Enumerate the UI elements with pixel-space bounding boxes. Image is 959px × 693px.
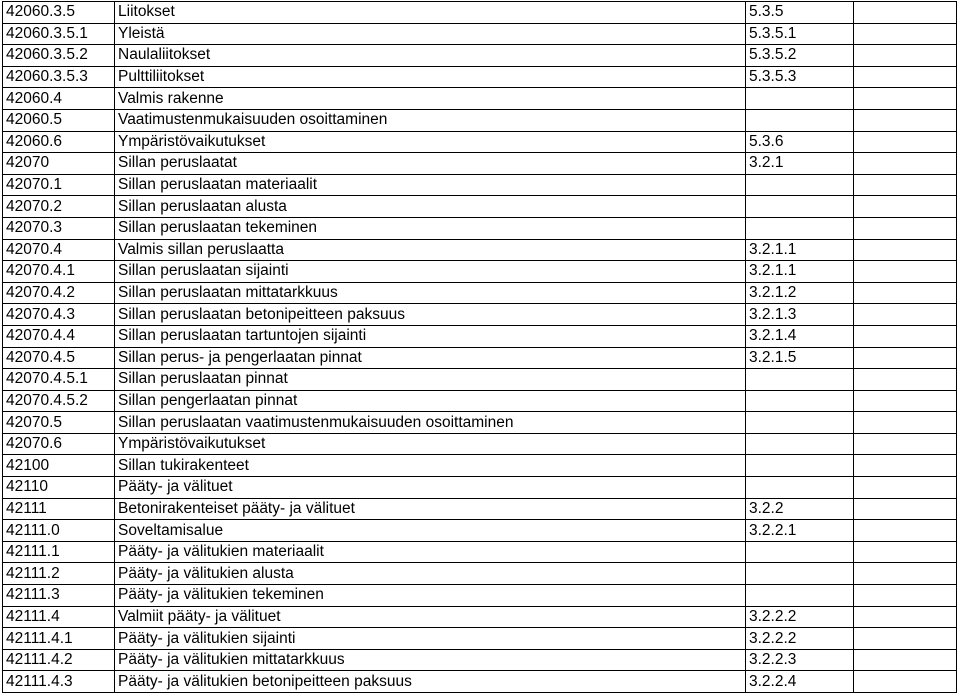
empty-cell xyxy=(854,649,957,671)
table-row xyxy=(3,455,957,477)
code-cell: 42070.5 xyxy=(3,412,115,434)
table-row xyxy=(3,239,957,261)
empty-cell xyxy=(854,282,957,304)
title-cell: Sillan peruslaatan betonipeitteen paksuus xyxy=(115,304,746,326)
reference-cell: 5.3.6 xyxy=(746,131,854,153)
reference-cell: 3.2.1.4 xyxy=(746,325,854,347)
table-row xyxy=(3,282,957,304)
title-cell: Naulaliitokset xyxy=(115,45,746,67)
code-cell: 42070 xyxy=(3,153,115,175)
table-row xyxy=(3,109,957,131)
code-cell: 42070.4.5 xyxy=(3,347,115,369)
empty-cell xyxy=(854,109,957,131)
code-cell: 42111 xyxy=(3,498,115,520)
title-cell: Sillan peruslaatan mittatarkkuus xyxy=(115,282,746,304)
title-cell: Pääty- ja välituet xyxy=(115,477,746,499)
title-cell: Sillan peruslaatan vaatimustenmukaisuuden osoittaminen xyxy=(115,412,746,434)
table-row xyxy=(3,412,957,434)
code-cell: 42110 xyxy=(3,477,115,499)
reference-cell: 3.2.1.3 xyxy=(746,304,854,326)
reference-cell xyxy=(746,217,854,239)
title-cell: Sillan peruslaatan sijainti xyxy=(115,261,746,283)
empty-cell xyxy=(854,196,957,218)
title-cell: Sillan peruslaatan materiaalit xyxy=(115,174,746,196)
reference-cell xyxy=(746,541,854,563)
code-cell: 42070.4.5.1 xyxy=(3,369,115,391)
table-row xyxy=(3,196,957,218)
title-cell: Liitokset xyxy=(115,2,746,24)
table-row xyxy=(3,649,957,671)
title-cell: Valmis sillan peruslaatta xyxy=(115,239,746,261)
reference-cell: 3.2.1.5 xyxy=(746,347,854,369)
reference-cell: 5.3.5.3 xyxy=(746,66,854,88)
table-row xyxy=(3,628,957,650)
code-cell: 42111.4 xyxy=(3,606,115,628)
empty-cell xyxy=(854,390,957,412)
title-cell: Pääty- ja välitukien alusta xyxy=(115,563,746,585)
code-cell: 42070.1 xyxy=(3,174,115,196)
table-row xyxy=(3,45,957,67)
reference-cell xyxy=(746,585,854,607)
title-cell: Pulttiliitokset xyxy=(115,66,746,88)
reference-cell xyxy=(746,433,854,455)
reference-cell xyxy=(746,369,854,391)
title-cell: Pääty- ja välitukien tekeminen xyxy=(115,585,746,607)
empty-cell xyxy=(854,325,957,347)
empty-cell xyxy=(854,66,957,88)
table-row xyxy=(3,23,957,45)
reference-cell xyxy=(746,174,854,196)
empty-cell xyxy=(854,2,957,24)
empty-cell xyxy=(854,412,957,434)
title-cell: Vaatimustenmukaisuuden osoittaminen xyxy=(115,109,746,131)
reference-cell: 3.2.1.1 xyxy=(746,261,854,283)
reference-cell: 3.2.2 xyxy=(746,498,854,520)
code-cell: 42060.3.5.1 xyxy=(3,23,115,45)
empty-cell xyxy=(854,477,957,499)
table-body xyxy=(3,2,957,693)
table-row xyxy=(3,606,957,628)
code-cell: 42111.2 xyxy=(3,563,115,585)
title-cell: Sillan peruslaatan tartuntojen sijainti xyxy=(115,325,746,347)
empty-cell xyxy=(854,174,957,196)
title-cell: Sillan peruslaatan pinnat xyxy=(115,369,746,391)
code-cell: 42111.3 xyxy=(3,585,115,607)
empty-cell xyxy=(854,369,957,391)
table-row xyxy=(3,131,957,153)
title-cell: Yleistä xyxy=(115,23,746,45)
table-row xyxy=(3,369,957,391)
reference-cell: 3.2.2.1 xyxy=(746,520,854,542)
title-cell: Valmiit pääty- ja välituet xyxy=(115,606,746,628)
empty-cell xyxy=(854,520,957,542)
title-cell: Valmis rakenne xyxy=(115,88,746,110)
reference-cell: 3.2.1.2 xyxy=(746,282,854,304)
title-cell: Ympäristövaikutukset xyxy=(115,131,746,153)
title-cell: Soveltamisalue xyxy=(115,520,746,542)
title-cell: Sillan peruslaatan tekeminen xyxy=(115,217,746,239)
empty-cell xyxy=(854,304,957,326)
table-row xyxy=(3,153,957,175)
table-row xyxy=(3,325,957,347)
code-cell: 42111.4.1 xyxy=(3,628,115,650)
table-row xyxy=(3,2,957,24)
code-cell: 42070.4.4 xyxy=(3,325,115,347)
empty-cell xyxy=(854,131,957,153)
code-cell: 42070.4.5.2 xyxy=(3,390,115,412)
code-cell: 42111.4.2 xyxy=(3,649,115,671)
table-row xyxy=(3,498,957,520)
table-row xyxy=(3,390,957,412)
reference-cell: 3.2.2.3 xyxy=(746,649,854,671)
table-row xyxy=(3,217,957,239)
reference-cell: 3.2.1 xyxy=(746,153,854,175)
empty-cell xyxy=(854,153,957,175)
reference-cell: 5.3.5 xyxy=(746,2,854,24)
reference-cell xyxy=(746,196,854,218)
reference-cell xyxy=(746,412,854,434)
code-cell: 42060.3.5.3 xyxy=(3,66,115,88)
title-cell: Sillan peruslaatan alusta xyxy=(115,196,746,218)
title-cell: Sillan tukirakenteet xyxy=(115,455,746,477)
code-cell: 42070.6 xyxy=(3,433,115,455)
reference-cell xyxy=(746,109,854,131)
code-cell: 42060.3.5 xyxy=(3,2,115,24)
code-cell: 42070.4.1 xyxy=(3,261,115,283)
empty-cell xyxy=(854,45,957,67)
code-cell: 42060.5 xyxy=(3,109,115,131)
title-cell: Sillan peruslaatat xyxy=(115,153,746,175)
table-row xyxy=(3,585,957,607)
empty-cell xyxy=(854,23,957,45)
table-row xyxy=(3,541,957,563)
empty-cell xyxy=(854,498,957,520)
code-cell: 42070.2 xyxy=(3,196,115,218)
title-cell: Pääty- ja välitukien mittatarkkuus xyxy=(115,649,746,671)
empty-cell xyxy=(854,433,957,455)
title-cell: Pääty- ja välitukien sijainti xyxy=(115,628,746,650)
code-cell: 42070.4.2 xyxy=(3,282,115,304)
reference-cell xyxy=(746,88,854,110)
table-row xyxy=(3,520,957,542)
code-cell: 42070.4 xyxy=(3,239,115,261)
empty-cell xyxy=(854,541,957,563)
title-cell: Pääty- ja välitukien betonipeitteen paksuus xyxy=(115,671,746,693)
empty-cell xyxy=(854,455,957,477)
reference-cell: 5.3.5.1 xyxy=(746,23,854,45)
code-cell: 42111.0 xyxy=(3,520,115,542)
empty-cell xyxy=(854,585,957,607)
empty-cell xyxy=(854,88,957,110)
reference-cell xyxy=(746,455,854,477)
code-cell: 42060.4 xyxy=(3,88,115,110)
table-row xyxy=(3,304,957,326)
reference-cell: 3.2.2.4 xyxy=(746,671,854,693)
table-row xyxy=(3,66,957,88)
code-cell: 42060.6 xyxy=(3,131,115,153)
title-cell: Betonirakenteiset pääty- ja välituet xyxy=(115,498,746,520)
reference-cell xyxy=(746,390,854,412)
table-row xyxy=(3,477,957,499)
title-cell: Sillan perus- ja pengerlaatan pinnat xyxy=(115,347,746,369)
empty-cell xyxy=(854,239,957,261)
title-cell: Sillan pengerlaatan pinnat xyxy=(115,390,746,412)
code-cell: 42070.3 xyxy=(3,217,115,239)
empty-cell xyxy=(854,606,957,628)
reference-cell: 3.2.1.1 xyxy=(746,239,854,261)
code-cell: 42100 xyxy=(3,455,115,477)
table-row xyxy=(3,347,957,369)
table-row xyxy=(3,88,957,110)
code-cell: 42111.1 xyxy=(3,541,115,563)
code-cell: 42111.4.3 xyxy=(3,671,115,693)
code-cell: 42070.4.3 xyxy=(3,304,115,326)
empty-cell xyxy=(854,671,957,693)
title-cell: Pääty- ja välitukien materiaalit xyxy=(115,541,746,563)
table-row xyxy=(3,261,957,283)
reference-cell: 3.2.2.2 xyxy=(746,628,854,650)
table-row xyxy=(3,671,957,693)
specification-table xyxy=(2,1,957,693)
table-row xyxy=(3,563,957,585)
empty-cell xyxy=(854,261,957,283)
table-row xyxy=(3,433,957,455)
empty-cell xyxy=(854,217,957,239)
code-cell: 42060.3.5.2 xyxy=(3,45,115,67)
table-row xyxy=(3,174,957,196)
title-cell: Ympäristövaikutukset xyxy=(115,433,746,455)
empty-cell xyxy=(854,628,957,650)
empty-cell xyxy=(854,347,957,369)
reference-cell: 5.3.5.2 xyxy=(746,45,854,67)
reference-cell xyxy=(746,563,854,585)
reference-cell xyxy=(746,477,854,499)
reference-cell: 3.2.2.2 xyxy=(746,606,854,628)
empty-cell xyxy=(854,563,957,585)
